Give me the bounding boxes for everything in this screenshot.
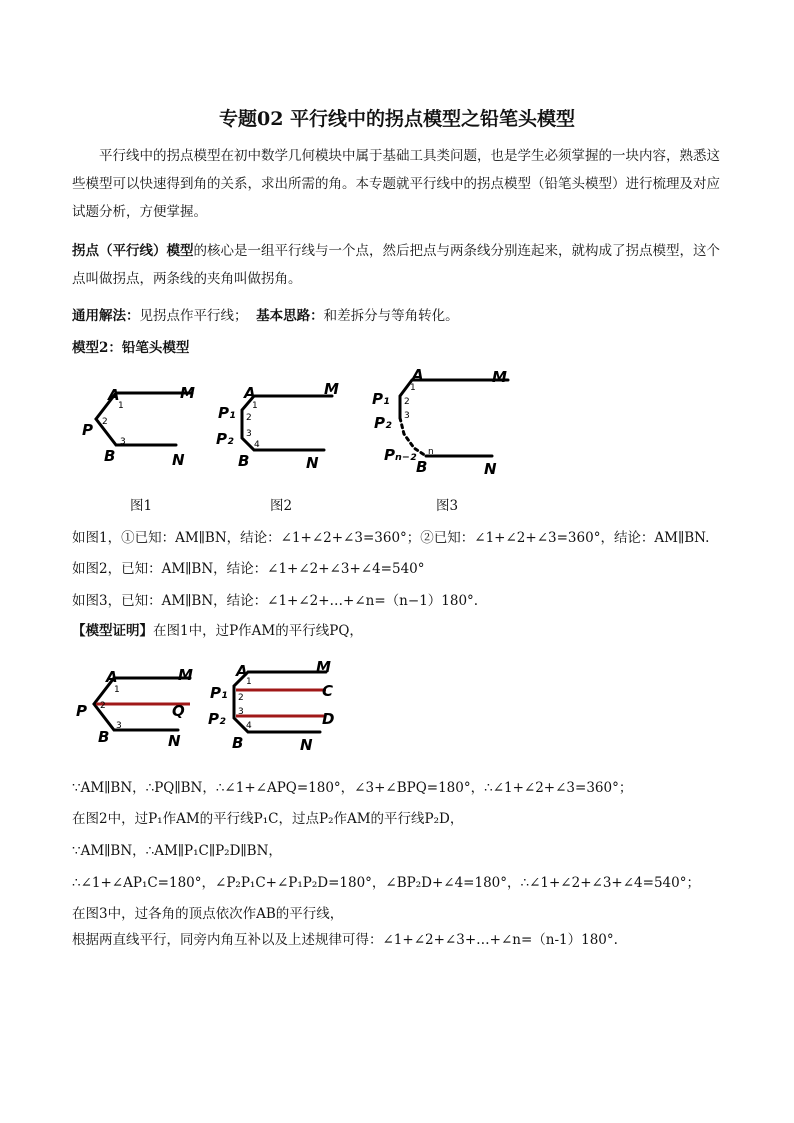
fig3-angle-n: n xyxy=(428,447,434,457)
definition-text: 的核心是一组平行线与一个点，然后把点与两条线分别连起来，就构成了拐点模型，这个点叫做拐点，两条线的夹角叫做拐角。 xyxy=(72,243,720,287)
pfig2-angle-4: 4 xyxy=(246,721,252,731)
definition-term: 拐点（平行线）模型 xyxy=(72,243,194,259)
method-label: 通用解法： xyxy=(72,308,140,324)
pfig2-label-p2: P₂ xyxy=(208,710,226,728)
fig2-label-b: B xyxy=(238,452,250,470)
fig3-angle-1: 1 xyxy=(410,383,416,393)
fig1-label-n: N xyxy=(172,451,185,469)
fig3-label-m: M xyxy=(492,368,507,386)
fig1-angle-2: 2 xyxy=(102,417,108,427)
pfig1-angle-2: 2 xyxy=(100,701,106,711)
pfig2-angle-1: 1 xyxy=(246,677,252,687)
figure-2-caption: 图2 xyxy=(270,498,293,514)
pfig1-label-m: M xyxy=(178,666,193,684)
pfig2-label-n: N xyxy=(300,736,313,754)
proof-line-2: 在图2中，过P₁作AM的平行线P₁C，过点P₂作AM的平行线P₂D， xyxy=(72,811,464,827)
pfig2-label-b: B xyxy=(232,734,244,752)
figure-2-diagram xyxy=(214,376,344,476)
fig3-label-p2: P₂ xyxy=(374,414,392,432)
proof-intro-line xyxy=(72,619,363,639)
proof-line-1: ∵AM∥BN，∴PQ∥BN，∴∠1+∠APQ=180°，∠3+∠BPQ=180°，∴∠1+∠2+∠3=360°； xyxy=(72,780,633,796)
fig1-angle-1: 1 xyxy=(118,401,124,411)
figure-3-caption: 图3 xyxy=(436,498,459,514)
statement-2: 如图2，已知：AM∥BN，结论：∠1+∠2+∠3+∠4=540° xyxy=(72,561,425,577)
proof-line-6: 根据两直线平行，同旁内角互补以及上述规律可得：∠1+∠2+∠3+…+∠n=（n-1）180°. xyxy=(72,932,618,948)
fig2-angle-3: 3 xyxy=(246,429,252,439)
intro-paragraph: 平行线中的拐点模型在初中数学几何模块中属于基础工具类问题，也是学生必须掌握的一块内容，熟悉这些模型可以快速得到角的关系，求出所需的角。本专题就平行线中的拐点模型（铅笔头模型）进行梳理及对应试题分析，方便掌握。 xyxy=(72,148,720,220)
fig3-label-n: N xyxy=(484,460,497,478)
proof-figure-1-diagram xyxy=(74,660,204,756)
idea-text: 和差拆分与等角转化。 xyxy=(323,308,459,324)
proof-line-5: 在图3中，过各角的顶点依次作AB的平行线， xyxy=(72,906,344,922)
pfig1-label-n: N xyxy=(168,732,181,750)
fig2-label-m: M xyxy=(324,380,339,398)
statement-1: 如图1，①已知：AM∥BN，结论：∠1+∠2+∠3=360°；②已知：∠1+∠2+∠3=360°，结论：AM∥BN. xyxy=(72,530,710,546)
fig3-label-a: A xyxy=(412,366,424,384)
fig1-angle-3: 3 xyxy=(120,437,126,447)
proof-figure-2-diagram xyxy=(208,656,344,756)
pfig1-label-b: B xyxy=(98,728,110,746)
pfig2-label-d: D xyxy=(322,710,335,728)
fig2-angle-4: 4 xyxy=(254,440,260,450)
pfig1-angle-3: 3 xyxy=(116,721,122,731)
proof-label: 【模型证明】 xyxy=(72,623,153,639)
fig3-angle-3: 3 xyxy=(404,411,410,421)
pfig1-angle-1: 1 xyxy=(114,685,120,695)
fig1-label-m: M xyxy=(180,384,195,402)
proof-intro: 在图1中，过P作AM的平行线PQ， xyxy=(153,623,363,639)
pfig2-label-a: A xyxy=(236,662,248,680)
statement-3: 如图3，已知：AM∥BN，结论：∠1+∠2+…+∠n=（n−1）180°. xyxy=(72,593,479,609)
fig1-label-b: B xyxy=(104,447,116,465)
fig3-label-b: B xyxy=(416,458,428,476)
model-heading: 模型2：铅笔头模型 xyxy=(72,340,190,356)
fig3-label-pn2: Pₙ₋₂ xyxy=(384,446,417,464)
fig3-angle-2: 2 xyxy=(404,397,410,407)
method-text: 见拐点作平行线； xyxy=(139,308,248,324)
figure-1-diagram xyxy=(76,374,206,474)
figure-1-caption: 图1 xyxy=(130,498,153,514)
fig2-label-n: N xyxy=(306,454,319,472)
pfig1-label-q: Q xyxy=(172,702,185,720)
pfig2-label-p1: P₁ xyxy=(210,684,228,702)
page-title: 专题02 平行线中的拐点模型之铅笔头模型 xyxy=(218,108,576,130)
fig2-label-p2: P₂ xyxy=(216,430,234,448)
fig2-label-p1: P₁ xyxy=(218,404,236,422)
fig1-label-p: P xyxy=(82,421,93,439)
proof-line-3: ∵AM∥BN，∴AM∥P₁C∥P₂D∥BN， xyxy=(72,843,282,859)
pfig1-label-a: A xyxy=(106,668,118,686)
fig2-angle-2: 2 xyxy=(246,413,252,423)
idea-label: 基本思路： xyxy=(256,308,324,324)
method-line xyxy=(72,304,459,324)
pfig2-label-c: C xyxy=(322,682,334,700)
fig3-label-p1: P₁ xyxy=(372,390,390,408)
pfig2-angle-3: 3 xyxy=(238,707,244,717)
pfig1-label-p: P xyxy=(76,702,87,720)
fig2-label-a: A xyxy=(244,384,256,402)
proof-line-4: ∴∠1+∠AP₁C=180°，∠P₂P₁C+∠P₁P₂D=180°，∠BP₂D+∠4=180°，∴∠1+∠2+∠3+∠4=540°； xyxy=(72,875,700,891)
fig1-label-a: A xyxy=(108,386,120,404)
figure-3-diagram xyxy=(368,364,518,480)
definition-paragraph xyxy=(72,237,722,293)
pfig2-angle-2: 2 xyxy=(238,693,244,703)
fig2-angle-1: 1 xyxy=(252,401,258,411)
pfig2-label-m: M xyxy=(316,658,331,676)
